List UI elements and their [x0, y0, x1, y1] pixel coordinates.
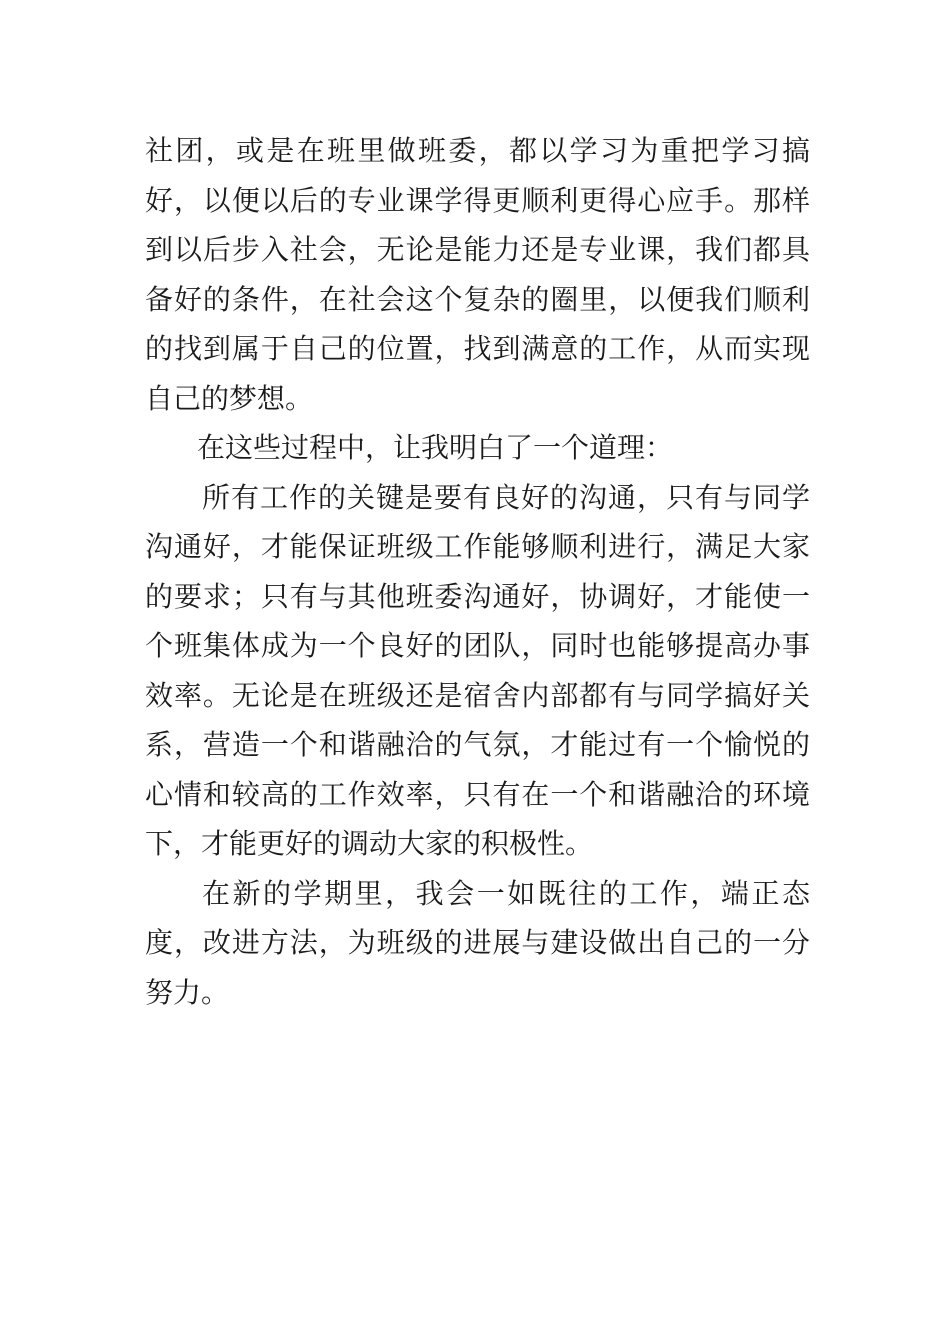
document-body — [145, 126, 810, 1017]
paragraph-continued: 社团，或是在班里做班委，都以学习为重把学习搞好，以便以后的专业课学得更顺利更得心应手。那样到以后步入社会，无论是能力还是专业课，我们都具备好的条件，在社会这个复杂的圈里，以便我们顺利的找到属于自己的位置，找到满意的工作，从而实现自己的梦想。 — [145, 134, 810, 415]
paragraph-realization: 在这些过程中，让我明白了一个道理： — [197, 431, 674, 464]
paragraph-communication: 所有工作的关键是要有良好的沟通，只有与同学沟通好，才能保证班级工作能够顺利进行，满足大家的要求；只有与其他班委沟通好，协调好，才能使一个班集体成为一个良好的团队，同时也能够提高办事效率。无论是在班级还是宿舍内部都有与同学搞好关系，营造一个和谐融洽的气氛，才能过有一个愉悦的心情和较高的工作效率，只有在一个和谐融洽的环境下，才能更好的调动大家的积极性。 — [145, 480, 810, 860]
paragraph-new-semester: 在新的学期里，我会一如既往的工作，端正态度，改进方法，为班级的进展与建设做出自己的一分努力。 — [145, 876, 810, 1009]
